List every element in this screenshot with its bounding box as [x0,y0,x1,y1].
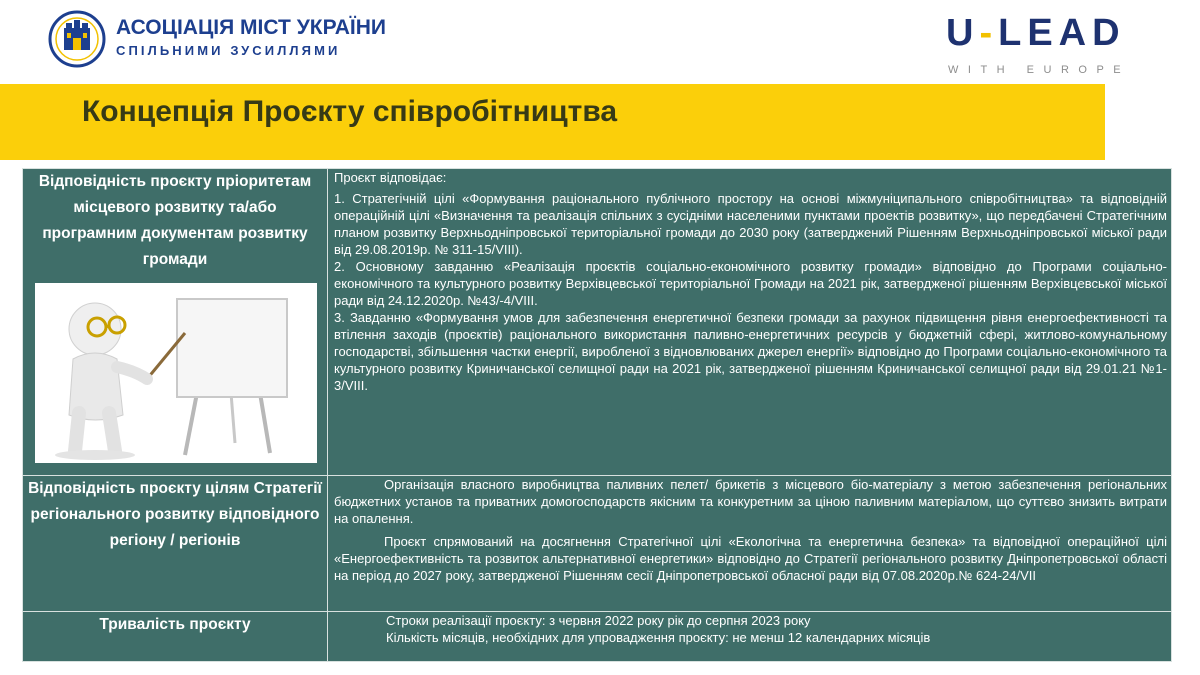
ulead-logo-subtitle: WITH EUROPE [948,64,1131,76]
row3-content-cell [328,612,1172,662]
row3-heading: Тривалість проєкту [99,616,251,633]
row3-line-2: Кількість місяців, необхідних для упровадження проєкту: не менш 12 календарних місяців [386,630,931,645]
concept-table [22,168,1172,662]
ulead-u: U [946,12,980,54]
list-item: 3. Завданню «Формування умов для забезпечення енергетичної безпеки громади за рахунок підвищення рівня енергоефективності та втілення заходів (проєктів) раціонального використання паливно-енергетичних ресурсів у бюджетній сфері, житлово-комунальному господарстві, збільшення частки енергії, виробленої з відновлюваних джерел енергії» відповідно до Програми соціально-економічного та культурного розвитку Криничанської селищної ради на 2021 рік, затвердженої рішенням Криничанської селищної ради від 29.01.21 №1-3/VIII. [334,310,1167,393]
row2-content-cell [328,476,1172,612]
row1-content-cell [328,169,1172,476]
row1-heading: Відповідність проєкту пріоритетам місцевого розвитку та/або програмним документам розвитку громади [38,173,312,268]
association-title: АСОЦІАЦІЯ МІСТ УКРАЇНИ [116,16,386,39]
row1-heading-cell [23,169,328,476]
list-item: 2. Основному завданню «Реалізація проєктів соціально-економічного розвитку громади» відповідно до Програми соціально-економічного та культурного розвитку Верхівцевської територіальної Громади на 2021 рік, затвердженої рішенням Верхівцевської міської ради від 24.12.2020р. №43/-4/VIII. [334,259,1167,308]
table-row [23,612,1172,662]
ulead-logo-title [946,12,1126,55]
row3-heading-cell [23,612,328,662]
table-row [23,169,1172,476]
page-title: Концепція Проєкту співробітництва [82,95,618,128]
table-row [23,476,1172,612]
association-subtitle: СПІЛЬНИМИ ЗУСИЛЛЯМИ [116,43,341,58]
row2-heading-cell [23,476,328,612]
ulead-lead: LEAD [998,12,1126,54]
presenter-illustration [35,283,317,463]
association-logo [46,10,108,68]
row2-paragraph-1: Організація власного виробництва паливних пелет/ брикетів з місцевого біо-матеріалу з метою забезпечення регіональних бюджетних установ та приватних домогосподарств якісним та конкуретним за ціною паливним матеріалом, що суттєво знизить витрати на опалення. [334,477,1167,526]
row2-heading: Відповідність проєкту цілям Стратегії регіонального розвитку відповідного регіону / регіонів [28,480,322,549]
list-item: 1. Стратегічній цілі «Формування раціонального публічного простору на основі міжмуніципального співробітництва» та відповідній операційній цілі «Визначення та реалізація спільних з сусідніми населеними пунктами проектів розвитку», що передбачені Стратегічним планом розвитку Верхньодніпровської територіальної громади до 2030 року (затверджений Рішенням Верхньодніпровської міської ради від 29.08.2019р. № 311-15/VIII). [334,191,1167,257]
row2-paragraph-2: Проєкт спрямований на досягнення Стратегічної цілі «Екологічна та енергетична безпека» та відповідної операційної цілі «Енергоефективність та розвиток альтернативної енергетики» відповідно до Стратегії регіонального розвитку Дніпропетровської області на період до 2027 року, затвердженої Рішенням сесії Дніпропетровської обласної ради від 07.08.2020р.№ 624-24/VII [334,534,1167,583]
ulead-dash: - [979,12,999,54]
row3-line-1: Строки реалізації проєкту: з червня 2022 року рік до серпня 2023 року [386,613,811,628]
row1-intro: Проєкт відповідає: [334,170,447,185]
